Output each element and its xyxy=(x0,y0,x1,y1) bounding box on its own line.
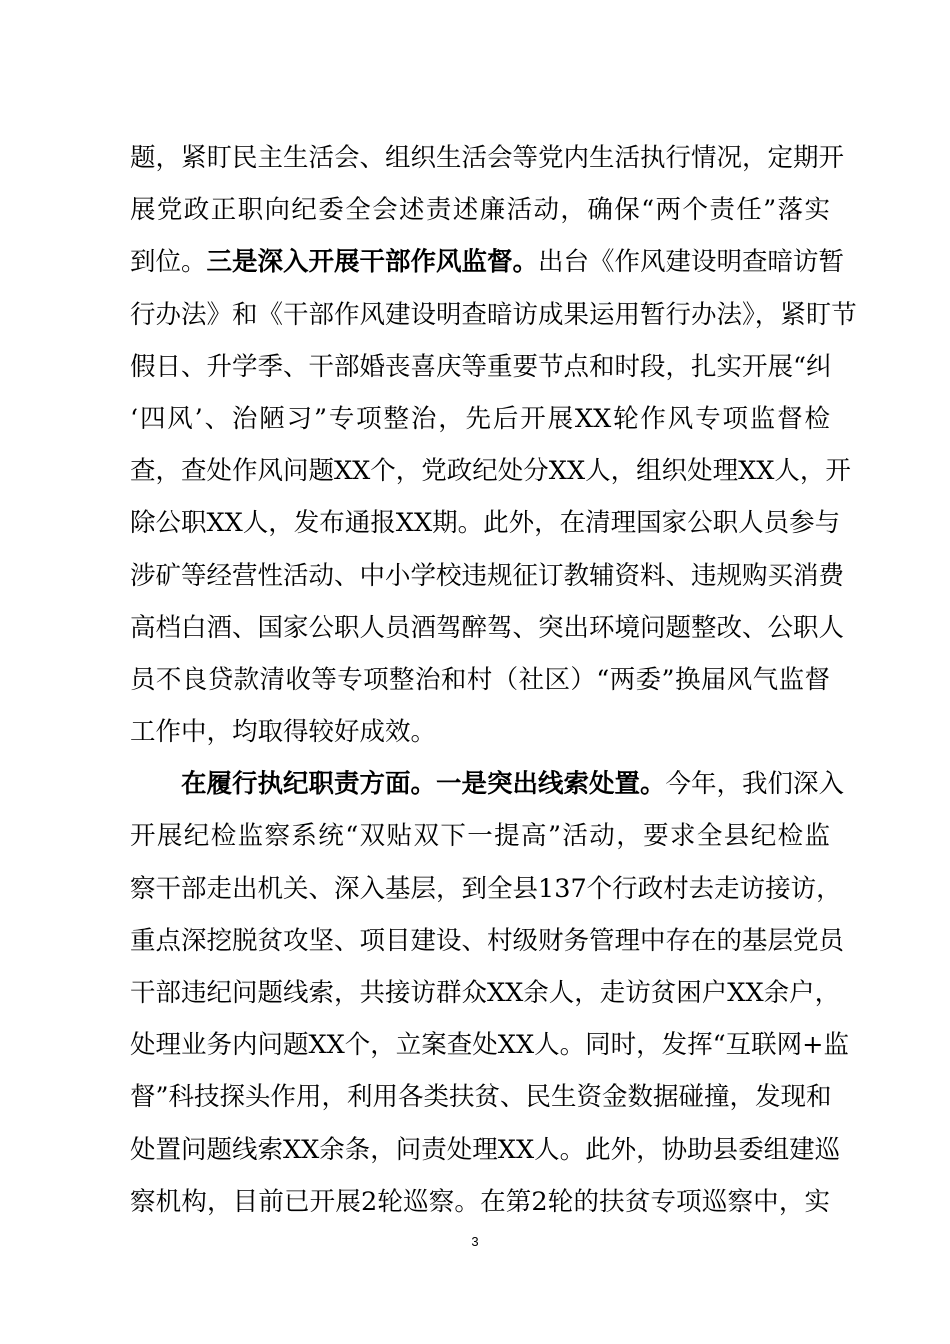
document-body xyxy=(130,132,857,1228)
first-point-heading: 一是突出线索处置。 xyxy=(436,769,666,800)
paragraph2-line9: 察机构，目前已开展2轮巡察。在第2轮的扶贫专项巡察中，实 xyxy=(130,1186,830,1217)
paragraph1-line1: 题，紧盯民主生活会、组织生活会等党内生活执行情况，定期开 xyxy=(130,143,845,173)
paragraph1-line2: 展党政正职向纪委全会述责述廉活动，确保“两个责任”落实 xyxy=(130,195,830,226)
paragraph1-line12: 工作中，均取得较好成效。 xyxy=(130,717,437,748)
paragraph2-line2: 开展纪检监察系统“双贴双下一提高”活动，要求全县纪检监 xyxy=(130,821,830,852)
paragraph2-line5: 干部违纪问题线索，共接访群众XX余人，走访贫困户XX余户， xyxy=(130,978,841,1008)
paragraph1-line3-end: 出台《作风建设明查暗访暂 xyxy=(538,247,845,278)
third-point-heading: 三是深入开展干部作风监督。 xyxy=(206,247,539,278)
page-number: 3 xyxy=(471,1234,479,1249)
paragraph1-line3-start: 到位。 xyxy=(130,247,207,278)
paragraph1-line10: 高档白酒、国家公职人员酒驾醉驾、突出环境问题整改、公职人 xyxy=(130,612,845,643)
paragraph1-line8: 除公职XX人，发布通报XX期。此外，在清理国家公职人员参与 xyxy=(130,508,841,539)
paragraph1-line4: 行办法》和《干部作风建设明查暗访成果运用暂行办法》，紧盯节 xyxy=(130,299,857,330)
paragraph2-line1 xyxy=(130,758,845,810)
paragraph2-line8: 处置问题线索XX余条，问责处理XX人。此外，协助县委组建巡 xyxy=(130,1134,841,1165)
paragraph2-line4: 重点深挖脱贫攻坚、项目建设、村级财务管理中存在的基层党员 xyxy=(130,925,845,956)
paragraph1-line7: 查，查处作风问题XX个，党政纪处分XX人，组织处理XX人，开 xyxy=(130,456,851,487)
paragraph1-line11: 员不良贷款清收等专项整治和村（社区）“两委”换届风气监督 xyxy=(130,664,830,695)
paragraph1-line3 xyxy=(130,236,845,288)
paragraph2-line3: 察干部走出机关、深入基层，到全县137个行政村去走访接访， xyxy=(130,873,842,904)
paragraph1-line9: 涉矿等经营性活动、中小学校违规征订教辅资料、违规购买消费 xyxy=(130,560,845,591)
paragraph1-line5: 假日、升学季、干部婚丧喜庆等重要节点和时段，扎实开展“纠 xyxy=(130,351,832,382)
paragraph2-line1-end: 今年，我们深入 xyxy=(665,769,845,800)
paragraph2-line6: 处理业务内问题XX个，立案查处XX人。同时，发挥“互联网+监 xyxy=(130,1030,850,1061)
paragraph1-line6: ‘四风’、治陋习”专项整治，先后开展XX轮作风专项监督检 xyxy=(130,403,830,434)
paragraph2-line7: 督”科技探头作用，利用各类扶贫、民生资金数据碰撞，发现和 xyxy=(130,1082,832,1113)
section-heading-discipline: 在履行执纪职责方面。 xyxy=(181,769,437,800)
